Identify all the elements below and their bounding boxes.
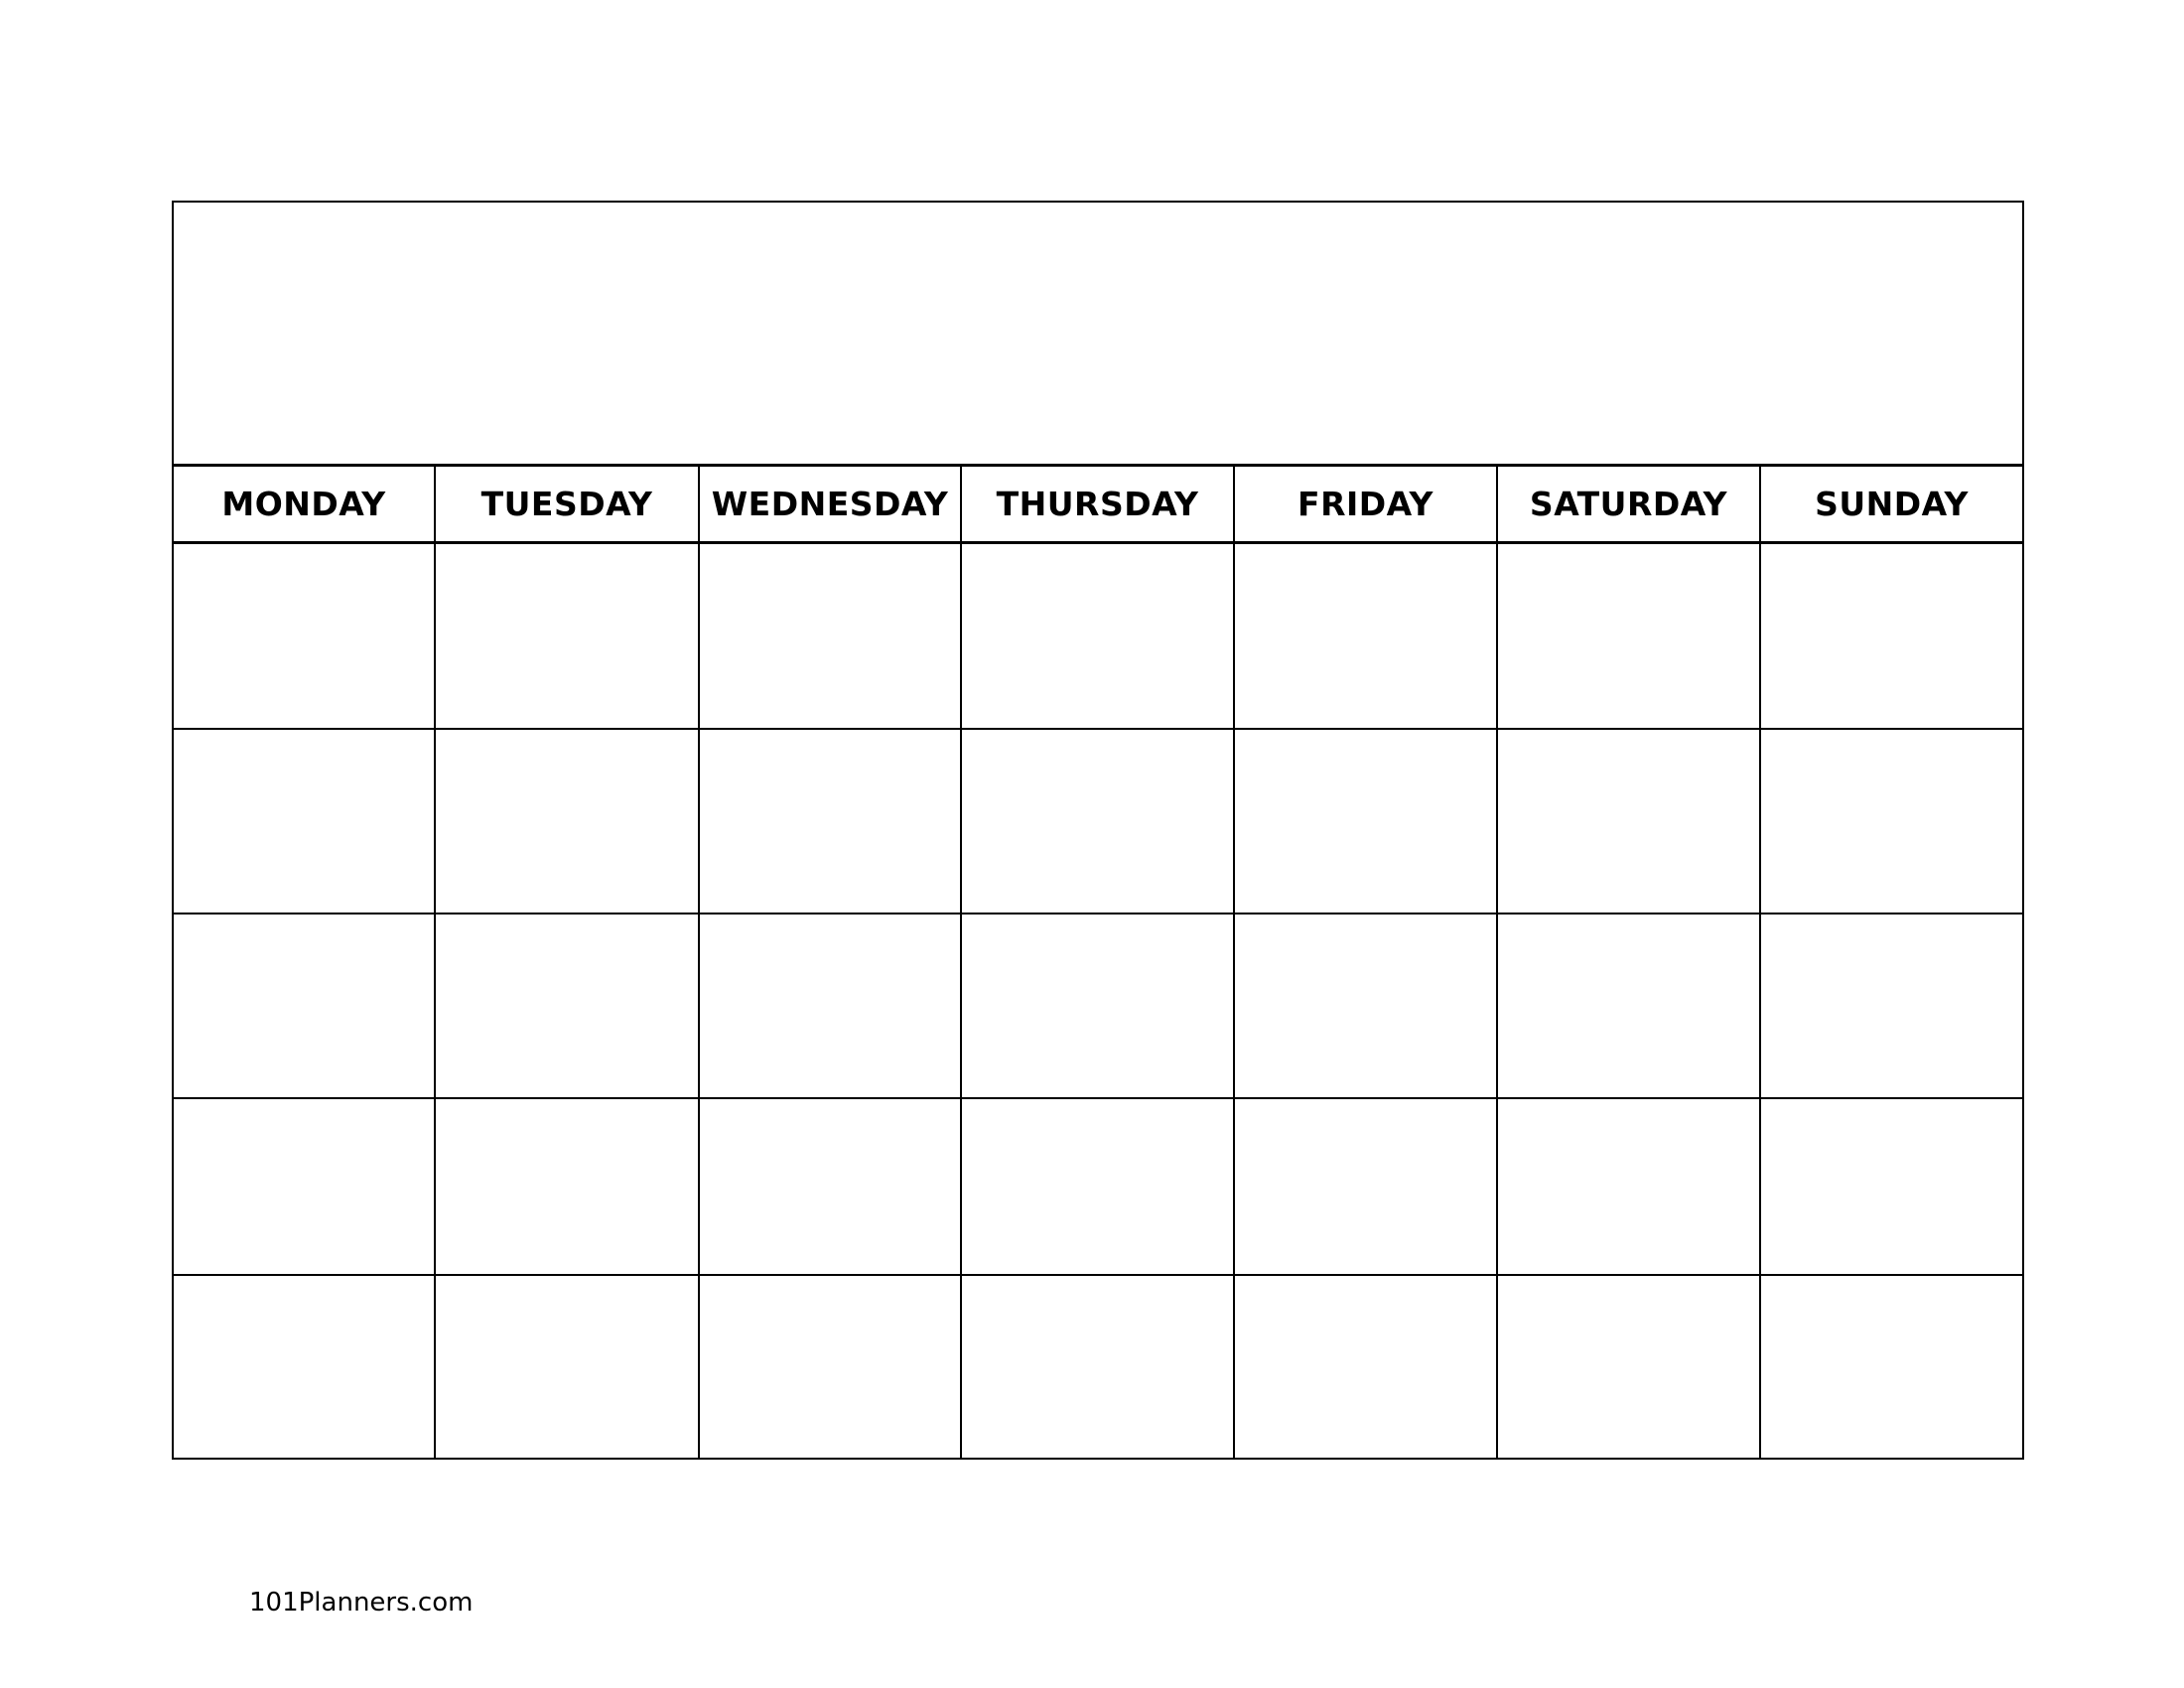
day-cell[interactable] bbox=[436, 730, 700, 914]
day-cell[interactable] bbox=[436, 1099, 700, 1276]
weekday-header-wednesday: WEDNESDAY bbox=[700, 467, 962, 544]
day-cell[interactable] bbox=[1235, 914, 1498, 1099]
day-cell[interactable] bbox=[1498, 730, 1761, 914]
day-cell[interactable] bbox=[174, 1276, 436, 1458]
weekday-header-friday: FRIDAY bbox=[1235, 467, 1498, 544]
day-cell[interactable] bbox=[962, 914, 1235, 1099]
day-cell[interactable] bbox=[1761, 544, 2022, 730]
day-cell[interactable] bbox=[1498, 914, 1761, 1099]
calendar-body bbox=[174, 467, 2022, 1458]
day-cell[interactable] bbox=[436, 1276, 700, 1458]
footer-website: 101Planners.com bbox=[249, 1588, 474, 1618]
day-cell[interactable] bbox=[962, 730, 1235, 914]
day-cell[interactable] bbox=[1498, 1099, 1761, 1276]
day-cell[interactable] bbox=[700, 1099, 962, 1276]
calendar-grid bbox=[172, 201, 2024, 1460]
weekday-header-tuesday: TUESDAY bbox=[436, 467, 700, 544]
day-cell[interactable] bbox=[1235, 544, 1498, 730]
day-cell[interactable] bbox=[1498, 1276, 1761, 1458]
day-cell[interactable] bbox=[1498, 544, 1761, 730]
month-title-area[interactable] bbox=[174, 203, 2022, 467]
day-cell[interactable] bbox=[700, 544, 962, 730]
day-cell[interactable] bbox=[174, 544, 436, 730]
day-cell[interactable] bbox=[700, 914, 962, 1099]
weekday-header-monday: MONDAY bbox=[174, 467, 436, 544]
day-cell[interactable] bbox=[1235, 1276, 1498, 1458]
day-cell[interactable] bbox=[174, 1099, 436, 1276]
day-cell[interactable] bbox=[174, 914, 436, 1099]
day-cell[interactable] bbox=[700, 730, 962, 914]
day-cell[interactable] bbox=[962, 544, 1235, 730]
day-cell[interactable] bbox=[1761, 730, 2022, 914]
day-cell[interactable] bbox=[1235, 1099, 1498, 1276]
day-cell[interactable] bbox=[962, 1099, 1235, 1276]
day-cell[interactable] bbox=[436, 914, 700, 1099]
weekday-header-thursday: THURSDAY bbox=[962, 467, 1235, 544]
day-cell[interactable] bbox=[436, 544, 700, 730]
day-cell[interactable] bbox=[1235, 730, 1498, 914]
day-cell[interactable] bbox=[1761, 1276, 2022, 1458]
day-cell[interactable] bbox=[1761, 1099, 2022, 1276]
weekday-header-sunday: SUNDAY bbox=[1761, 467, 2022, 544]
day-cell[interactable] bbox=[174, 730, 436, 914]
weekday-header-saturday: SATURDAY bbox=[1498, 467, 1761, 544]
day-cell[interactable] bbox=[962, 1276, 1235, 1458]
day-cell[interactable] bbox=[700, 1276, 962, 1458]
day-cell[interactable] bbox=[1761, 914, 2022, 1099]
